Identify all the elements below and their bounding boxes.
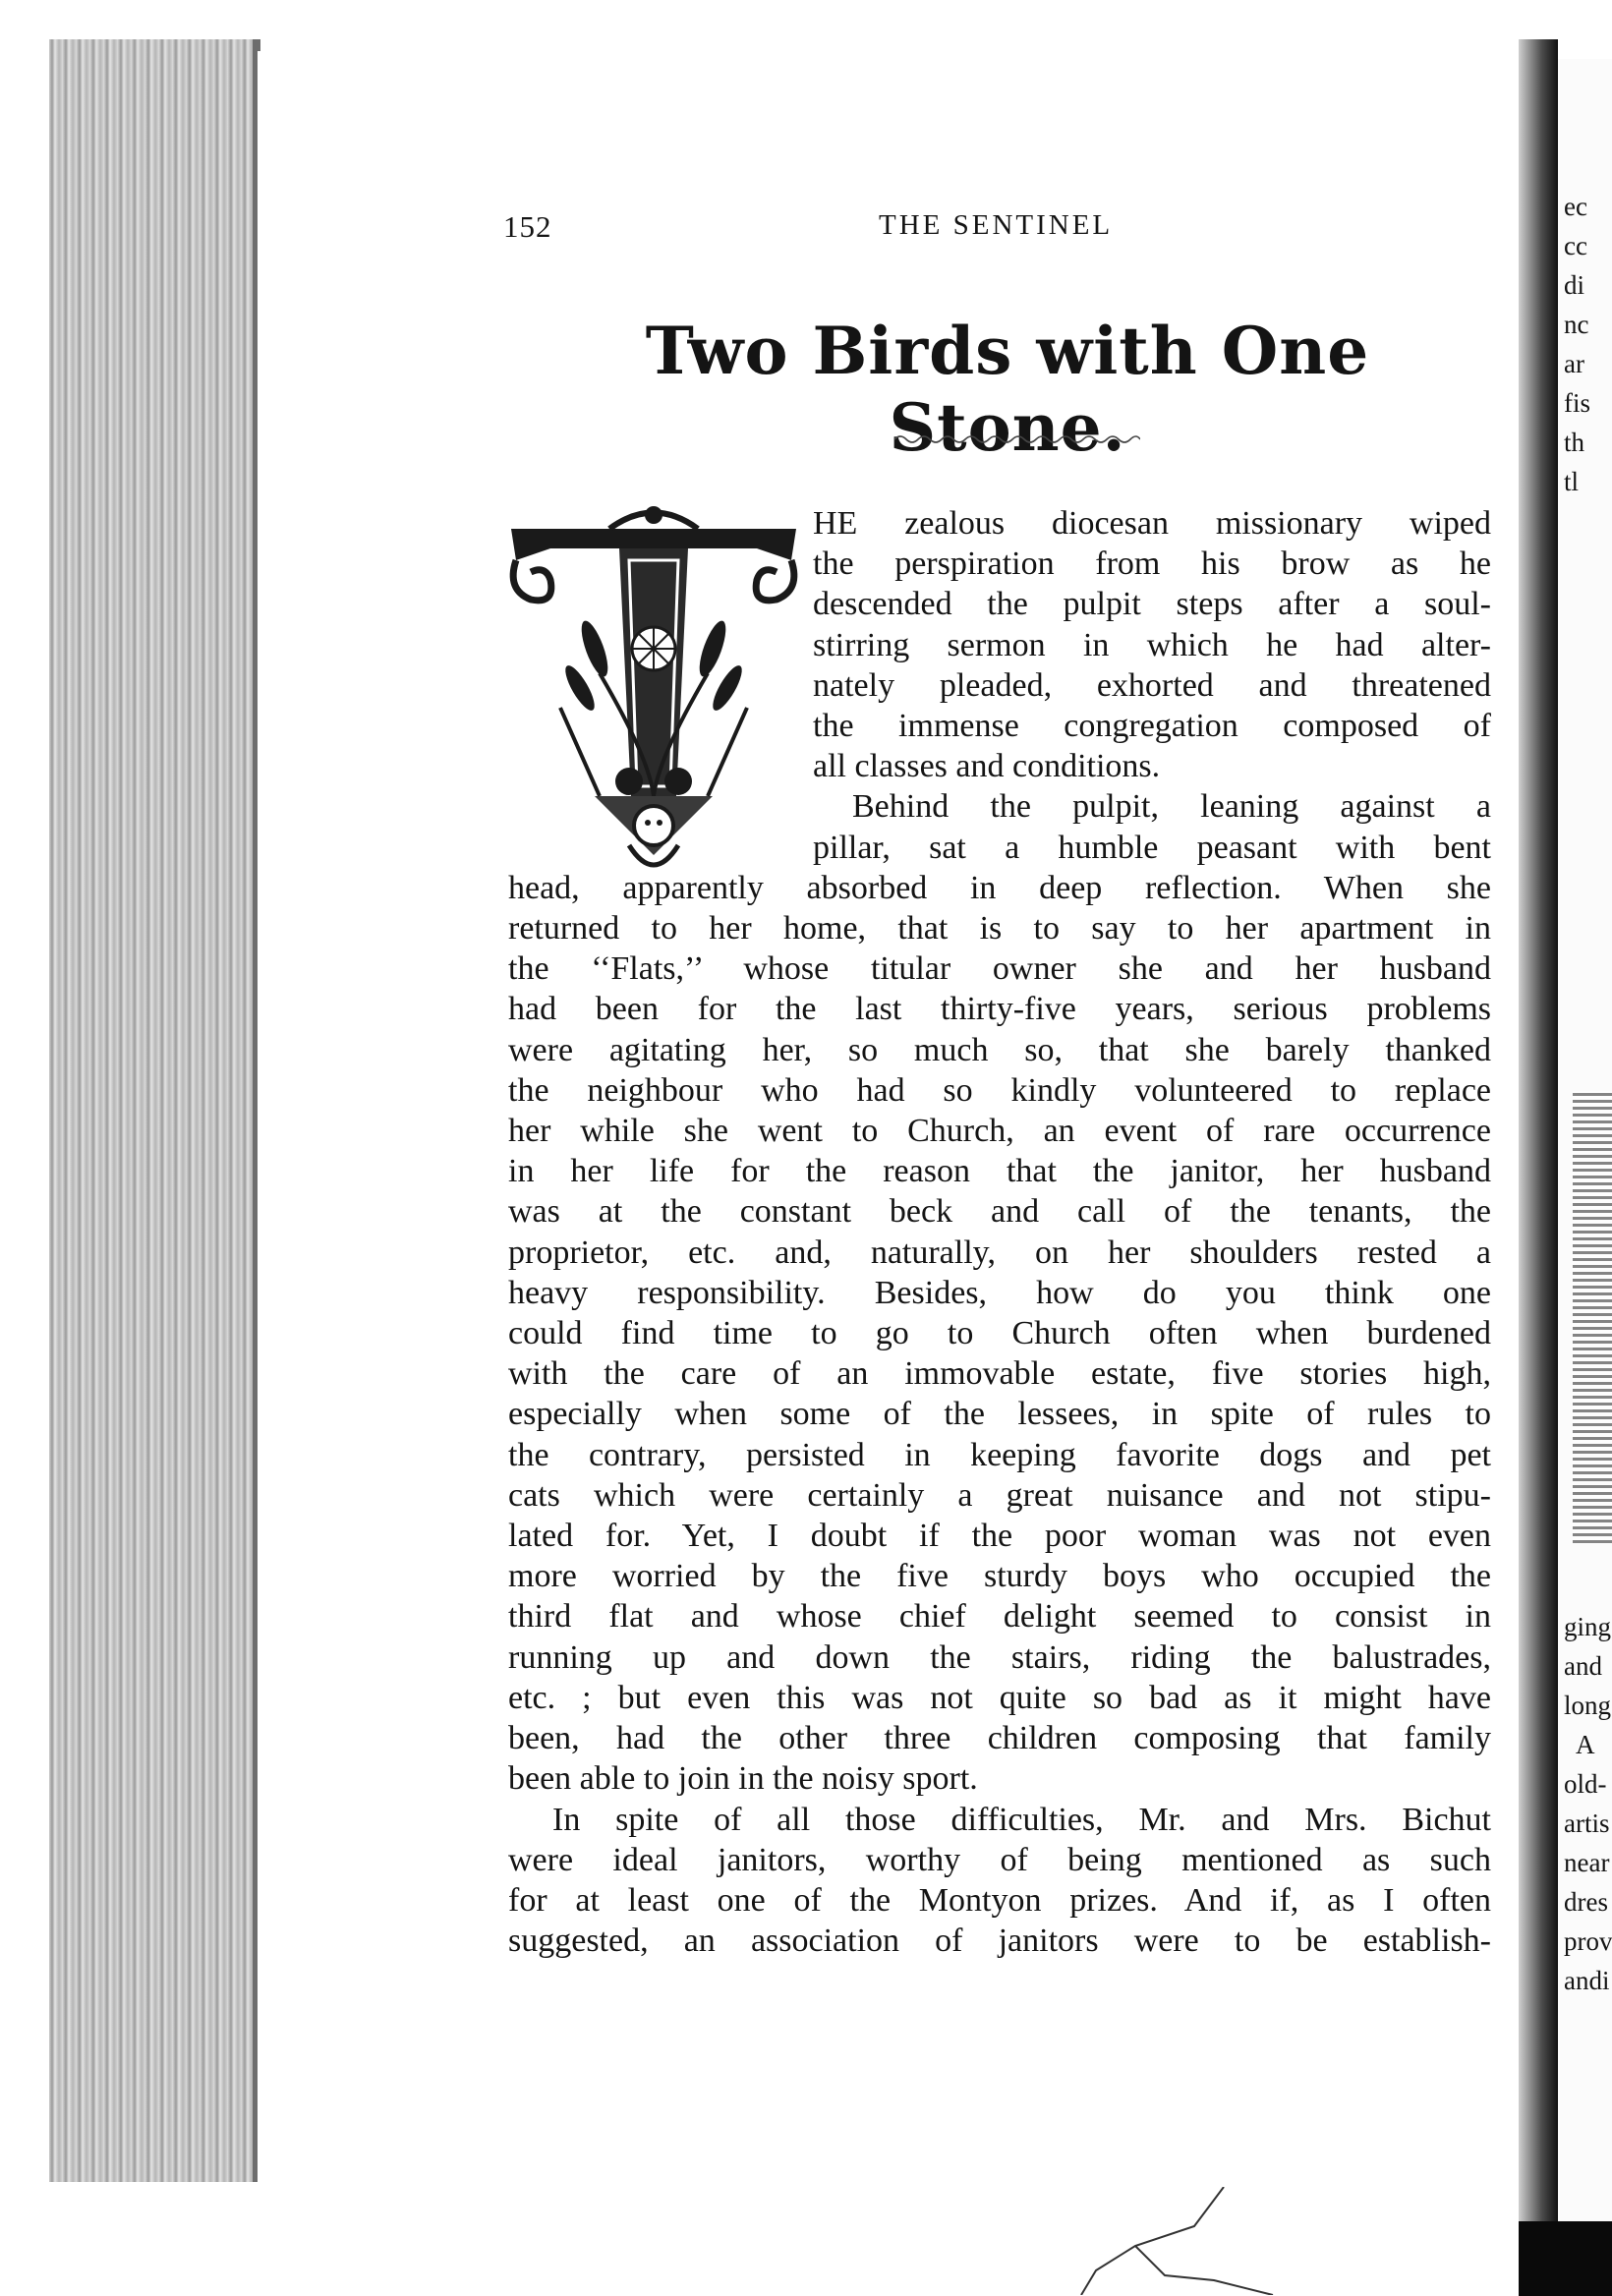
text-line: Behind the pulpit, leaning against a: [852, 788, 1491, 826]
facing-page-text: th: [1564, 428, 1585, 457]
scan-corner-shadow: [1519, 2221, 1612, 2296]
page-number: 152: [503, 209, 552, 244]
article-title: Two Birds with One Stone.: [645, 313, 1370, 466]
scan-margin: [0, 0, 49, 2296]
text-line: more worried by the five sturdy boys who occupied the: [508, 1558, 1491, 1595]
text-line: had been for the last thirty-five years, serious problems: [508, 991, 1491, 1028]
text-line: the neighbour who had so kindly volunteered to replace: [508, 1071, 1491, 1109]
facing-page-text: ar: [1564, 349, 1584, 378]
text-line: was at the constant beck and call of the tenants, the: [508, 1193, 1491, 1231]
text-line: heavy responsibility. Besides, how do you think one: [508, 1274, 1491, 1311]
facing-page-text: fis: [1564, 388, 1590, 418]
text-line: nately pleaded, exhorted and threatened: [813, 666, 1491, 704]
text-line: for at least one of the Montyon prizes. And if, as I often: [508, 1881, 1491, 1919]
facing-page-text: ec: [1564, 192, 1587, 221]
facing-page-text: A: [1576, 1730, 1595, 1759]
facing-page-text: nc: [1564, 310, 1589, 339]
book-gutter: [1519, 39, 1558, 2231]
text-line: HE zealous diocesan missionary wiped: [813, 505, 1491, 542]
facing-page-text: cc: [1564, 231, 1587, 260]
text-line: were ideal janitors, worthy of being mentioned as such: [508, 1841, 1491, 1878]
text-line: could find time to go to Church often when burdened: [508, 1315, 1491, 1352]
article-body: [508, 503, 1491, 1961]
text-line: especially when some of the lessees, in spite of rules to: [508, 1396, 1491, 1433]
text-line: cats which were certainly a great nuisance and not stipu-: [508, 1476, 1491, 1514]
text-line: her while she went to Church, an event of rare occurrence: [508, 1113, 1491, 1150]
text-line: head, apparently absorbed in deep reflection. When she: [508, 869, 1491, 906]
text-line: etc. ; but even this was not quite so bad as it might have: [508, 1679, 1491, 1716]
text-line: pillar, sat a humble peasant with bent: [813, 829, 1491, 866]
text-line: all classes and conditions.: [813, 748, 1161, 785]
text-line: stirring sermon in which he had alter-: [813, 626, 1491, 663]
facing-page-text: long: [1564, 1691, 1612, 1720]
text-line: in her life for the reason that the janitor, her husband: [508, 1153, 1491, 1190]
text-line: the ‘‘Flats,’’ whose titular owner she and her husband: [508, 950, 1491, 988]
running-title: THE SENTINEL: [879, 209, 1114, 241]
text-line: lated for. Yet, I doubt if the poor woman was not even: [508, 1518, 1491, 1555]
facing-page-text: and: [1564, 1651, 1602, 1681]
text-line: were agitating her, so much so, that she barely thanked: [508, 1031, 1491, 1068]
running-header: [503, 209, 1486, 249]
facing-page-text: ging: [1564, 1612, 1612, 1641]
facing-page-text: near: [1564, 1848, 1610, 1877]
text-line: running up and down the stairs, riding the balustrades,: [508, 1638, 1491, 1676]
text-line: the perspiration from his brow as he: [813, 545, 1491, 583]
text-line: the contrary, persisted in keeping favorite dogs and pet: [508, 1436, 1491, 1473]
facing-page-text: old-: [1564, 1769, 1607, 1799]
facing-page-text: prov: [1564, 1926, 1612, 1956]
text-line: descended the pulpit steps after a soul-: [813, 586, 1491, 623]
page-edges: [49, 39, 260, 2182]
facing-page-text: tl: [1564, 467, 1580, 496]
facing-page-text: dres: [1564, 1887, 1608, 1917]
text-line: third flat and whose chief delight seemed to consist in: [508, 1598, 1491, 1636]
text-line: with the care of an immovable estate, five stories high,: [508, 1355, 1491, 1393]
title-ornament: [894, 432, 1140, 446]
text-line: proprietor, etc. and, naturally, on her shoulders rested a: [508, 1234, 1491, 1271]
facing-page-illustration: [1573, 1091, 1612, 1543]
scan-scratch-mark: [1076, 2187, 1293, 2295]
text-line: been, had the other three children composing that family: [508, 1720, 1491, 1757]
facing-page-text: andi: [1564, 1966, 1610, 1995]
text-line: been able to join in the noisy sport.: [508, 1760, 978, 1798]
text-line: the immense congregation composed of: [813, 708, 1491, 745]
text-line: In spite of all those difficulties, Mr. and Mrs. Bichut: [552, 1801, 1491, 1838]
facing-page-text: di: [1564, 270, 1585, 300]
facing-page-text: artis: [1564, 1808, 1610, 1838]
text-line: suggested, an association of janitors were to be establish-: [508, 1923, 1491, 1960]
text-line: returned to her home, that is to say to her apartment in: [508, 910, 1491, 947]
